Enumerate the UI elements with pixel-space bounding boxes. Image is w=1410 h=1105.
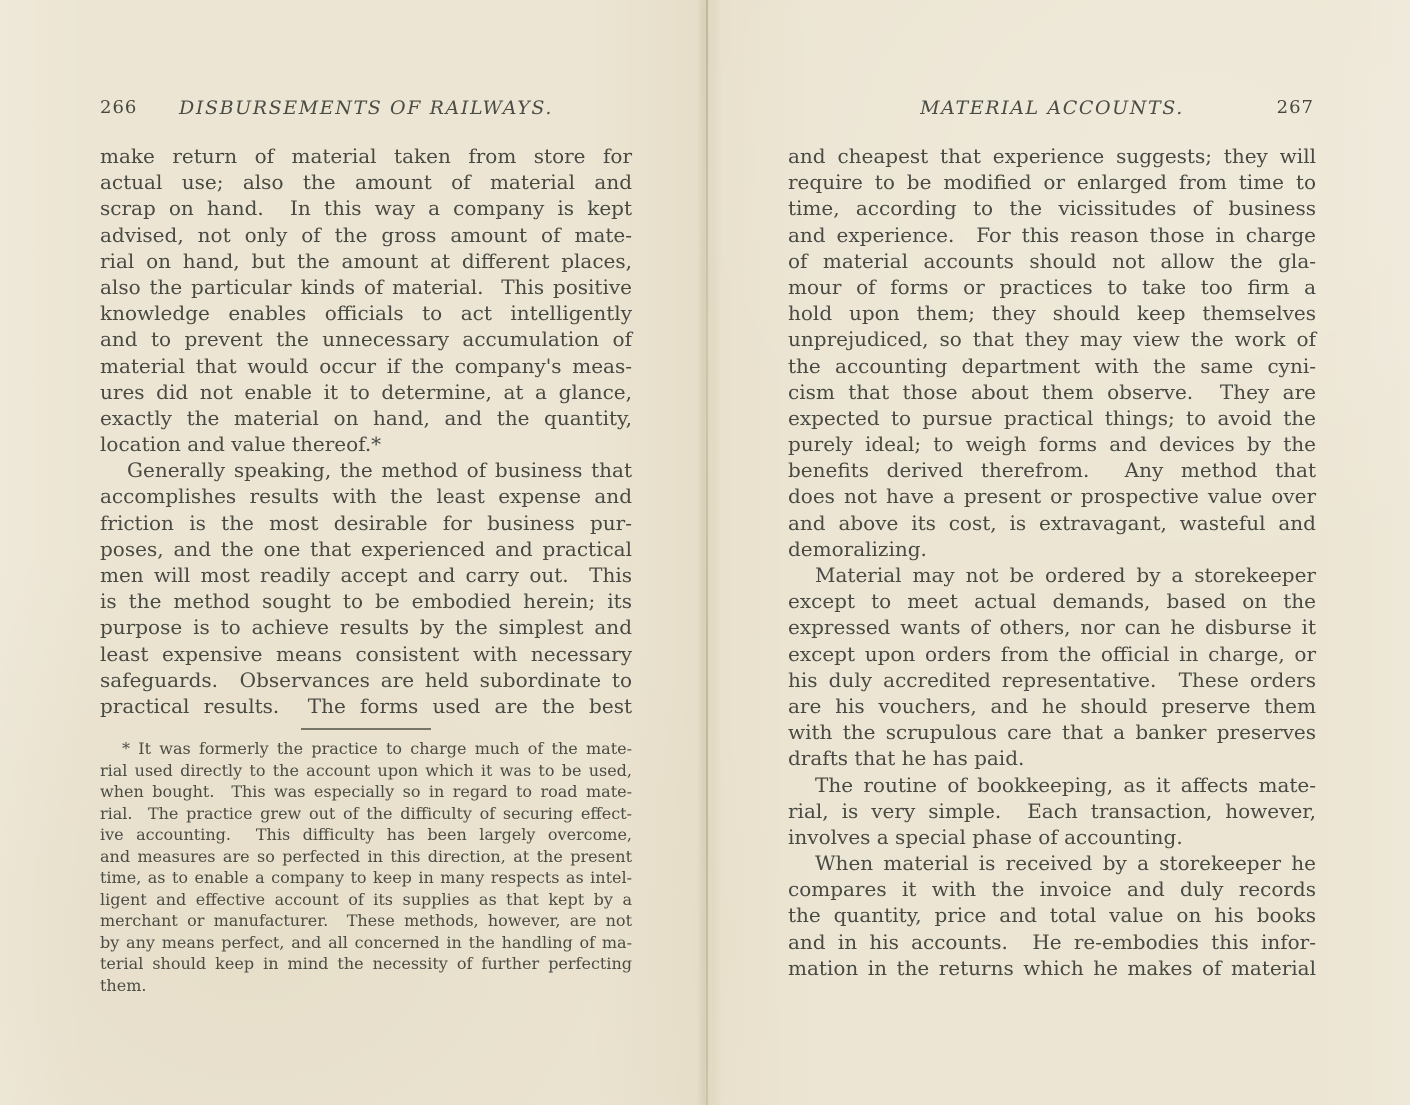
text-line: men will most readily accept and carry out. This <box>100 563 632 587</box>
text-line: and experience. For this reason those in charge <box>788 222 1316 247</box>
text-line: and cheapest that experience suggests; they will <box>788 144 1316 168</box>
text-line: rial on hand, but the amount at different places, <box>100 248 632 273</box>
book-gutter-shadow <box>706 0 708 1105</box>
text-line: the accounting department with the same cyni- <box>788 353 1316 378</box>
text-line: merchant or manufacturer. These methods, however, are not <box>100 911 632 931</box>
text-line: drafts that he has paid. <box>788 746 1025 771</box>
text-line: and measures are so perfected in this direction, at the present <box>100 846 632 866</box>
left-page-header <box>100 95 632 121</box>
text-line: benefits derived therefrom. Any method that <box>788 458 1316 483</box>
text-line: rial. The practice grew out of the difficulty of securing effect- <box>100 803 632 823</box>
text-line: rial used directly to the account upon which it was to be used, <box>100 760 632 780</box>
text-line: material that would occur if the company's meas- <box>100 353 632 378</box>
left-page-footnote <box>100 738 632 996</box>
text-line: purely ideal; to weigh forms and devices by the <box>788 432 1316 457</box>
text-line: knowledge enables officials to act intelligently <box>100 301 632 326</box>
text-line: When material is received by a storekeeper he <box>815 851 1316 876</box>
right-page <box>788 95 1316 981</box>
text-line: purpose is to achieve results by the simplest and <box>100 615 632 640</box>
text-line: practical results. The forms used are the best <box>100 693 632 718</box>
text-line: by any means perfect, and all concerned in the handling of ma- <box>100 932 632 952</box>
text-line: Generally speaking, the method of business that <box>127 458 632 483</box>
text-line: time, according to the vicissitudes of business <box>788 196 1316 221</box>
text-line: also the particular kinds of material. This positive <box>100 274 632 299</box>
text-line: of material accounts should not allow the gla- <box>788 248 1316 273</box>
text-line: is the method sought to be embodied herein; its <box>100 589 632 614</box>
text-line: time, as to enable a company to keep in many respects as intel- <box>100 868 632 888</box>
text-line: unprejudiced, so that they may view the work of <box>788 327 1316 352</box>
text-line: the quantity, price and total value on his books <box>788 903 1316 928</box>
text-line: rial, is very simple. Each transaction, however, <box>788 798 1316 823</box>
text-line: demoralizing. <box>788 536 927 561</box>
text-line: terial should keep in mind the necessity of further perfecting <box>100 954 632 974</box>
text-line: ive accounting. This difficulty has been largely overcome, <box>100 825 632 845</box>
text-line: Material may not be ordered by a storekeeper <box>815 563 1316 587</box>
text-line: advised, not only of the gross amount of mate- <box>100 222 632 247</box>
text-line: actual use; also the amount of material and <box>100 170 632 195</box>
left-page <box>100 95 632 996</box>
text-line: and above its cost, is extravagant, wasteful and <box>788 510 1316 535</box>
text-line: exactly the material on hand, and the quantity, <box>100 405 632 430</box>
text-line: accomplishes results with the least expense and <box>100 484 632 509</box>
left-running-head: DISBURSEMENTS OF RAILWAYS. <box>179 97 553 119</box>
right-page-body <box>788 143 1316 981</box>
right-page-number: 267 <box>1276 97 1314 118</box>
text-line: make return of material taken from store for <box>100 144 632 168</box>
text-line: * It was formerly the practice to charge much of the mate- <box>122 739 632 759</box>
text-line: does not have a present or prospective value over <box>788 484 1316 509</box>
text-line: expected to pursue practical things; to avoid the <box>788 405 1316 430</box>
text-line: his duly accredited representative. These orders <box>788 667 1316 692</box>
text-line: location and value thereof.* <box>100 432 382 457</box>
text-line: scrap on hand. In this way a company is kept <box>100 196 632 221</box>
text-line: ures did not enable it to determine, at a glance, <box>100 379 632 404</box>
text-line: are his vouchers, and he should preserve them <box>788 693 1316 718</box>
text-line: compares it with the invoice and duly records <box>788 877 1316 902</box>
text-line: and in his accounts. He re-embodies this infor- <box>788 929 1316 954</box>
text-line: least expensive means consistent with necessary <box>100 641 632 666</box>
text-line: except to meet actual demands, based on the <box>788 589 1316 614</box>
text-line: expressed wants of others, nor can he disburse it <box>788 615 1316 640</box>
text-line: poses, and the one that experienced and practical <box>100 536 632 561</box>
text-line: and to prevent the unnecessary accumulation of <box>100 327 632 352</box>
text-line: safeguards. Observances are held subordinate to <box>100 667 632 692</box>
text-line: mour of forms or practices to take too firm a <box>788 274 1316 299</box>
left-page-body <box>100 143 632 719</box>
text-line: The routine of bookkeeping, as it affects mate- <box>815 772 1316 797</box>
text-line: friction is the most desirable for business pur- <box>100 510 632 535</box>
text-line: cism that those about them observe. They are <box>788 379 1316 404</box>
right-running-head: MATERIAL ACCOUNTS. <box>920 97 1184 119</box>
text-line: when bought. This was especially so in regard to road mate- <box>100 782 632 802</box>
text-line: involves a special phase of accounting. <box>788 824 1183 849</box>
text-line: except upon orders from the official in charge, or <box>788 641 1316 666</box>
text-line: them. <box>100 975 147 995</box>
left-page-number: 266 <box>100 97 138 118</box>
right-page-header <box>788 95 1316 121</box>
text-line: mation in the returns which he makes of material <box>788 955 1316 980</box>
text-line: hold upon them; they should keep themselves <box>788 301 1316 326</box>
text-line: with the scrupulous care that a banker preserves <box>788 720 1316 745</box>
footnote-rule <box>301 728 431 730</box>
text-line: ligent and effective account of its supplies as that kept by a <box>100 889 632 909</box>
text-line: require to be modified or enlarged from time to <box>788 170 1316 195</box>
